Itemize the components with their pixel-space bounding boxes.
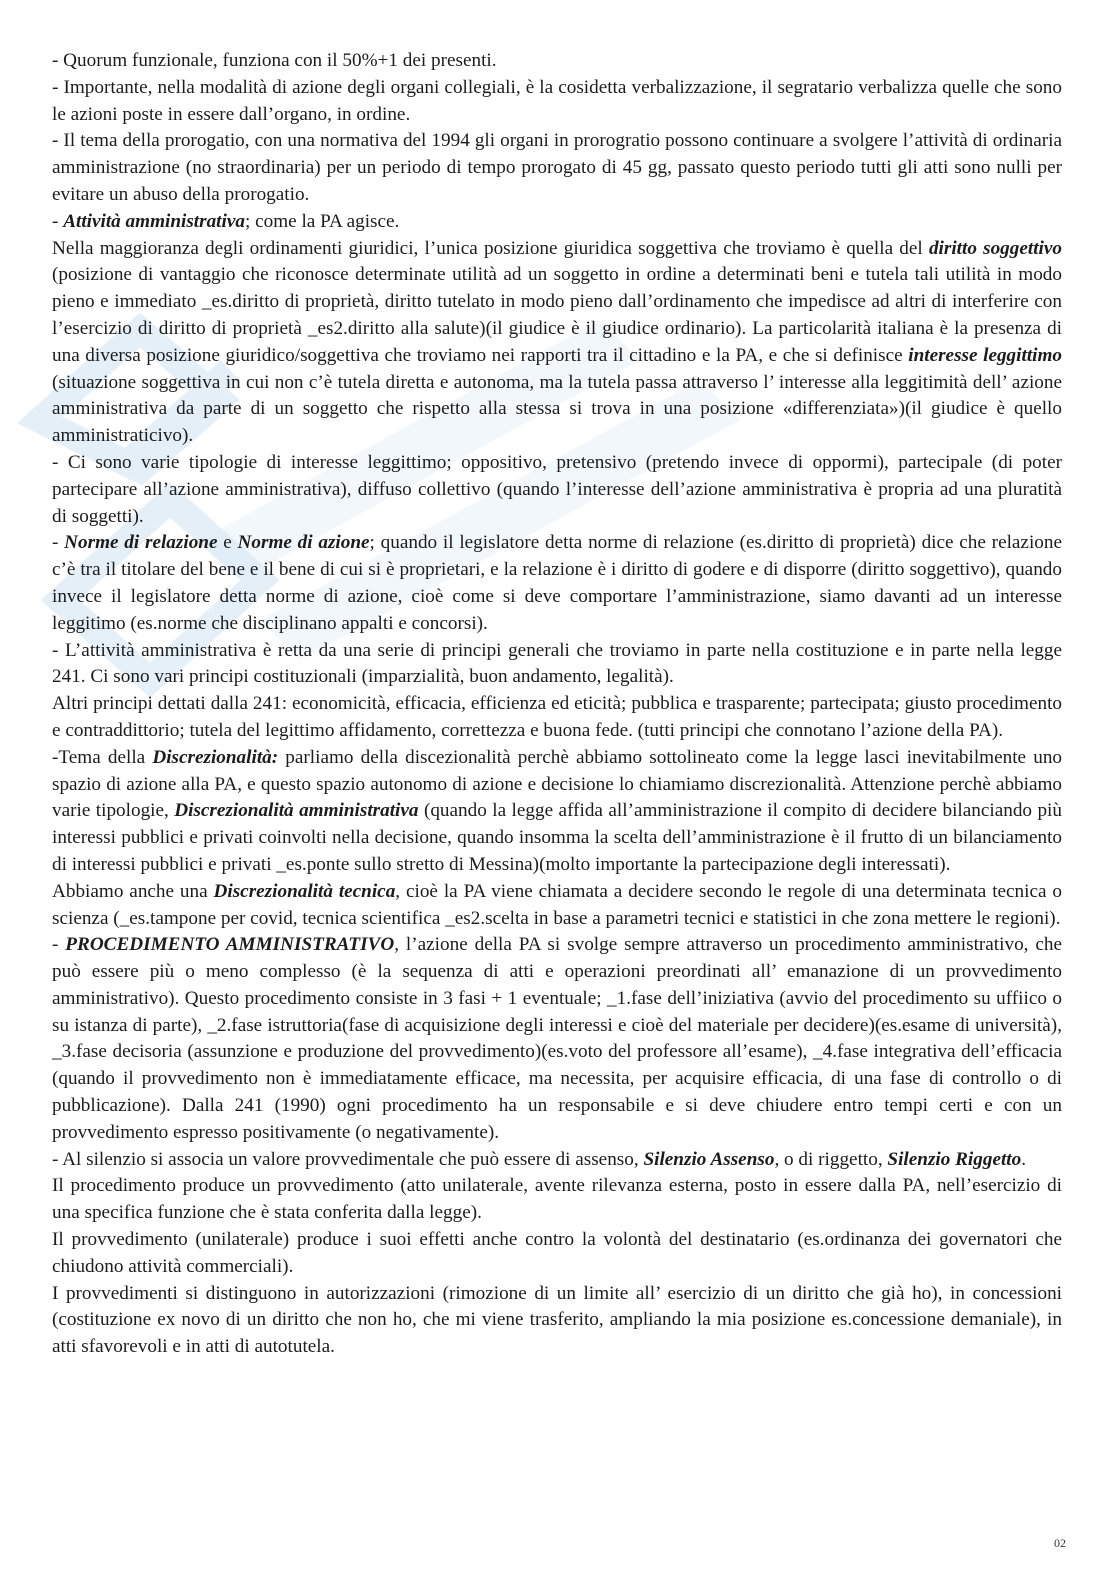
paragraph: Il procedimento produce un provvedimento (atto unilaterale, avente rilevanza esterna, posto in essere dalla PA, nell’esercizio di una specifica funzione che è stata conferita dalla legge).: [52, 1175, 1062, 1224]
term-discrezionalita-amministrativa: Discrezionalità amministrativa: [174, 800, 419, 822]
paragraph: - Importante, nella modalità di azione degli organi collegiali, è la cosidetta verbalizzazione, il segratario verbalizza quelle che sono le azioni poste in essere dall’organo, in ordine.: [52, 76, 1062, 125]
term-discrezionalita-tecnica: Discrezionalità tecnica: [213, 880, 396, 902]
term-interesse-leggittimo: interesse leggittimo: [908, 344, 1062, 366]
paragraph: I provvedimenti si distinguono in autorizzazioni (rimozione di un limite all’ esercizio di un diritto che già ho), in concessioni (costituzione ex novo di un diritto che non ho, che mi viene trasferito, ampliando la mia posizione es.concessione demaniale), in atti sfavorevoli e in atti di autotutela.: [52, 1282, 1062, 1358]
paragraph: - Il tema della prorogatio, con una normativa del 1994 gli organi in prorogratio possono continuare a svolgere l’attività di ordinaria amministrazione (no straordinaria) per un periodo di tempo prorogato di 45 gg, passato questo periodo tutti gli atti sono nulli per evitare un abuso della prorogatio.: [52, 130, 1062, 205]
paragraph: Altri principi dettati dalla 241: economicità, efficacia, efficienza ed eticità; pubblica e trasparente; partecipata; giusto procedimento e contraddittorio; tutela del legittimo affidamento, correttezza e buona fede. (tutti principi che connotano l’azione della PA).: [52, 693, 1062, 741]
term-norme-di-azione: Norme di azione: [237, 532, 370, 554]
paragraph: - Attività amministrativa; come la PA agisce.: [52, 210, 400, 232]
page-number: 02: [1054, 1536, 1066, 1550]
term-discrezionalita: Discrezionalità:: [152, 746, 279, 768]
term-diritto-soggettivo: diritto soggettivo: [928, 237, 1062, 259]
paragraph: Il provvedimento (unilaterale) produce i suoi effetti anche contro la volontà del destinatario (es.ordinanza dei governatori che chiudono attività commerciali).: [52, 1229, 1062, 1277]
paragraph: - Norme di relazione e Norme di azione; quando il legislatore detta norme di relazione (es.diritto di proprietà) dice che relazione c’è tra il titolare del bene e il bene di cui si è proprietari, e la relazione è i diritto di godere e di disporre (diritto soggettivo), quando invece il legislatore detta norme di azione, cioè come si deve comportare l’amministrazione, siamo davanti ad un interesse leggitimo (es.norme che disciplinano appalti e concorsi).: [52, 532, 1062, 634]
term-norme-di-relazione: Norme di relazione: [64, 532, 218, 554]
paragraph: - PROCEDIMENTO AMMINISTRATIVO, l’azione della PA si svolge sempre attraverso un procedimento amministrativo, che può essere più o meno complesso (è la sequenza di atti e operazioni preordinati all’ emanazione di un provvedimento amministrativo). Questo procedimento consiste in 3 fasi + 1 eventuale; _1.fase dell’iniziativa (avvio del procedimento su uffiico o su istanza di parte), _2.fase istruttoria(fase di acquisizione degli interessi e cioè del materiale per decidere)(es.esame di università), _3.fase decisoria (assunzione e produzione del provvedimento)(es.voto del professore all’esame), _4.fase integrativa dell’efficacia (quando il provvedimento non è immediatamente efficace, ma necessita, per acquisire efficacia, di una fase di controllo o di pubblicazione). Dalla 241 (1990) ogni procedimento ha un responsabile e si deve chiudere entro tempi certi e con un provvedimento espresso positivamente (o negativamente).: [52, 934, 1062, 1143]
term-attivita-amministrativa: Attività amministrativa: [63, 210, 245, 232]
paragraph: -Tema della Discrezionalità: parliamo della discezionalità perchè abbiamo sottolineato come la legge lasci inevitabilmente uno spazio di azione alla PA, e questo spazio autonomo di azione e decisione lo chiamiamo discrezionalità. Attenzione perchè abbiamo varie tipologie, Discrezionalità amministrativa (quando la legge affida all’amministrazione il compito di decidere bilanciando più interessi pubblici e privati coinvolti nella decisione, quando insomma la scelta dell’amministrazione è il frutto di un bilanciamento di interessi pubblici e privati _es.ponte sullo stretto di Messina)(molto importante la partecipazione degli interessati).: [52, 746, 1063, 875]
paragraph: Abbiamo anche una Discrezionalità tecnica, cioè la PA viene chiamata a decidere secondo le regole di una determinata tecnica o scienza (_es.tampone per covid, tecnica scientifica _es2.scelta in base a parametri tecnici e statistici in che zona mettere le regioni).: [52, 880, 1063, 929]
term-procedimento-amministrativo: PROCEDIMENTO AMMINISTRATIVO: [65, 934, 395, 956]
document-body: [52, 48, 1062, 1361]
paragraph: - Quorum funzionale, funziona con il 50%+1 dei presenti.: [52, 50, 497, 71]
paragraph: - Ci sono varie tipologie di interesse leggittimo; oppositivo, pretensivo (pretendo invece di oppormi), partecipale (di poter partecipare all’azione amministrativa), diffuso collettivo (quando l’interesse dell’azione amministrativa è propria ad una pluratità di soggetti).: [52, 451, 1062, 527]
paragraph: - L’attività amministrativa è retta da una serie di principi generali che troviamo in parte nella costituzione e in parte nella legge 241. Ci sono vari principi costituzionali (imparzialità, buon andamento, legalità).: [52, 639, 1062, 688]
paragraph: Nella maggioranza degli ordinamenti giuridici, l’unica posizione giuridica soggettiva che troviamo è quella del diritto soggettivo (posizione di vantaggio che riconosce determinate utilità ad un soggetto in ordine a determinati beni e tutela tali utilità in modo pieno e immediato _es.diritto di proprietà, diritto tutelato in modo pieno dall’ordinamento che impedisce ad altri di interferire con l’esercizio di diritto di proprietà _es2.diritto alla salute)(il giudice è il giudice ordinario). La particolarità italiana è la presenza di una diversa posizione giuridico/soggettiva che troviamo nei rapporti tra il cittadino e la PA, e che si definisce interesse leggittimo (situazione soggettiva in cui non c’è tutela diretta e autonoma, ma la tutela passa attraverso l’ interesse alla leggitimità dell’ azione amministrativa da parte di un soggetto che rispetto alla stessa si trova in una posizione «differenziata»)(il giudice è quello amministraticivo).: [52, 237, 1062, 447]
term-silenzio-riggetto: Silenzio Riggetto: [887, 1148, 1022, 1170]
paragraph: - Al silenzio si associa un valore provvedimentale che può essere di assenso, Silenzio Assenso, o di riggetto, Silenzio Riggetto.: [52, 1148, 1027, 1170]
term-silenzio-assenso: Silenzio Assenso: [643, 1148, 775, 1170]
